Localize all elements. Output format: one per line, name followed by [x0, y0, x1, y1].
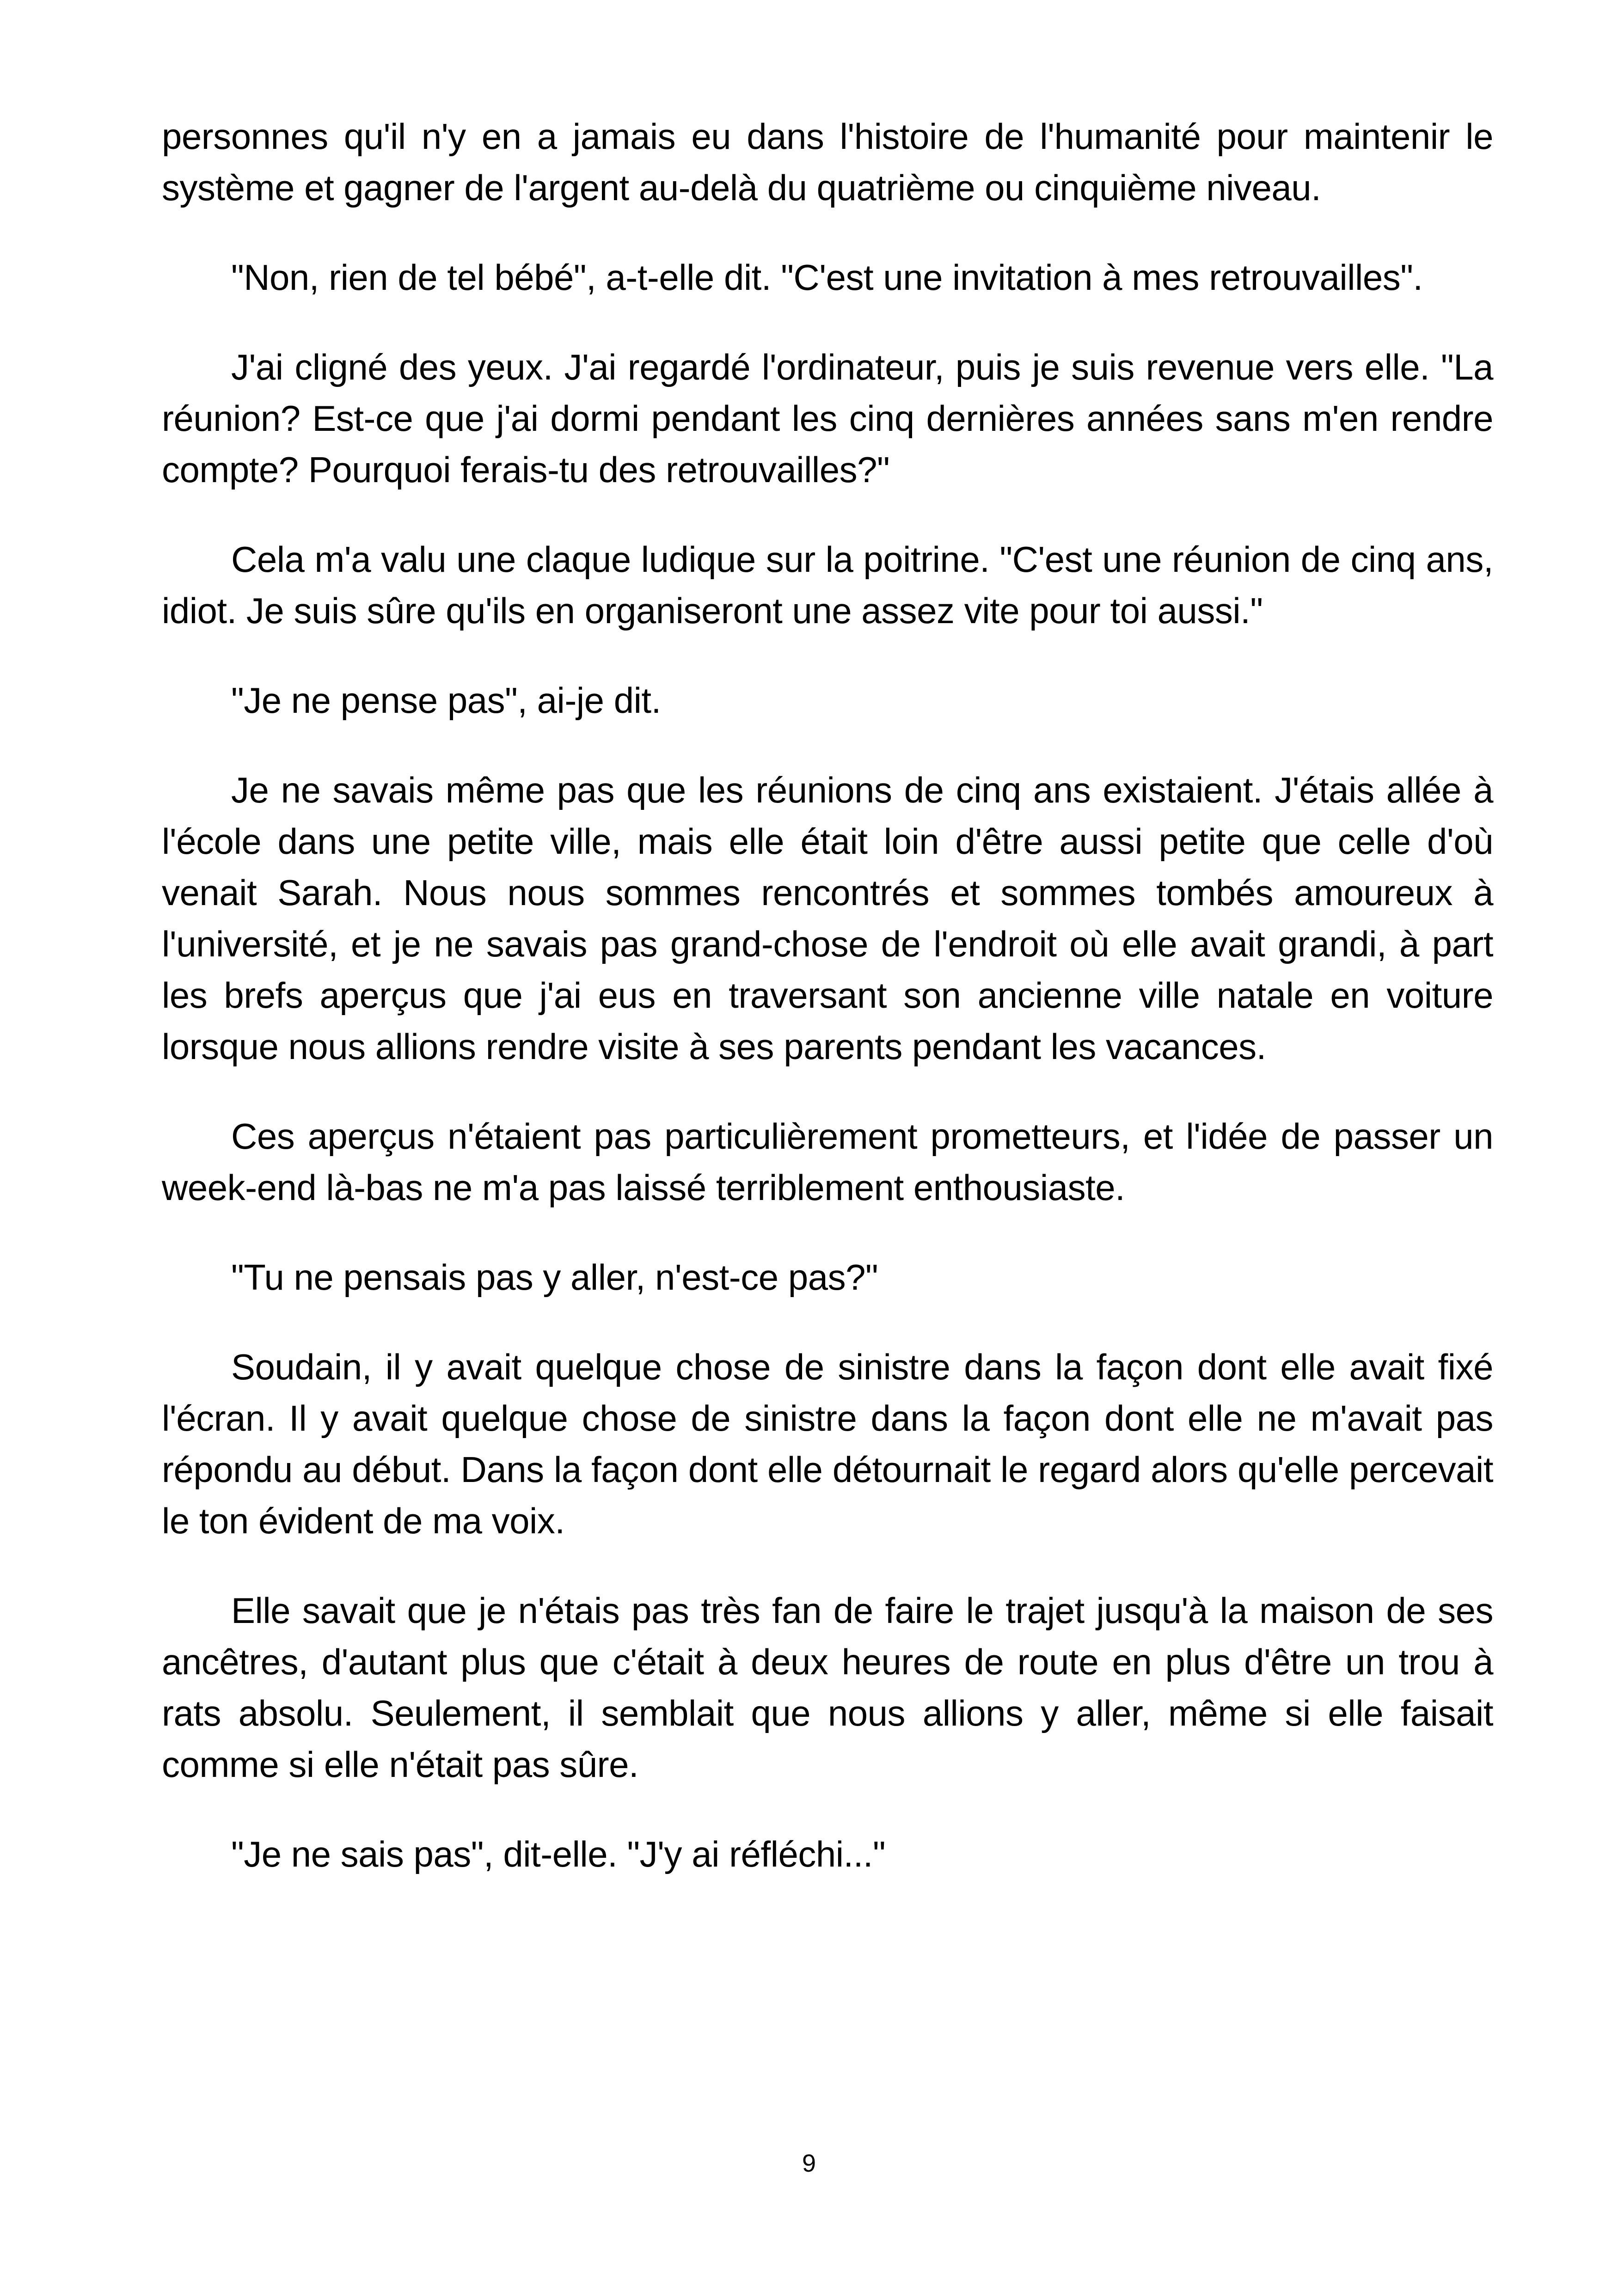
paragraph: "Non, rien de tel bébé", a-t-elle dit. "C'est une invitation à mes retrouvailles". [231, 257, 1423, 298]
page-number: 9 [802, 2149, 816, 2177]
body-text [162, 111, 1493, 1918]
paragraph: Soudain, il y avait quelque chose de sinistre dans la façon dont elle avait fixé l'écran. Il y avait quelque chose de sinistre dans la façon dont elle ne m'avait pas répondu au début. Dans la façon dont elle détournait le regard alors qu'elle percevait le ton évident de ma voix. [162, 1347, 1493, 1541]
paragraph: "Je ne pense pas", ai-je dit. [231, 680, 661, 721]
paragraph: Je ne savais même pas que les réunions de cinq ans existaient. J'étais allée à l'école dans une petite ville, mais elle était loin d'être aussi petite que celle d'où venait Sarah. Nous nous sommes rencontrés et sommes tombés amoureux à l'université, et je ne savais pas grand-chose de l'endroit où elle avait grandi, à part les brefs aperçus que j'ai eus en traversant son ancienne ville natale en voiture lorsque nous allions rendre visite à ses parents pendant les vacances. [162, 770, 1493, 1067]
paragraph: "Tu ne pensais pas y aller, n'est-ce pas?" [231, 1257, 878, 1298]
paragraph: "Je ne sais pas", dit-elle. "J'y ai réfléchi..." [231, 1834, 886, 1874]
paragraph: Elle savait que je n'étais pas très fan de faire le trajet jusqu'à la maison de ses ancêtres, d'autant plus que c'était à deux heures de route en plus d'être un trou à rats absolu. Seulement, il semblait que nous allions y aller, même si elle faisait comme si elle n'était pas sûre. [162, 1590, 1493, 1785]
paragraph: Cela m'a valu une claque ludique sur la poitrine. "C'est une réunion de cinq ans, idiot. Je suis sûre qu'ils en organiseront une assez vite pour toi aussi." [162, 539, 1493, 631]
paragraph: personnes qu'il n'y en a jamais eu dans l'histoire de l'humanité pour maintenir le système et gagner de l'argent au-delà du quatrième ou cinquième niveau. [162, 116, 1493, 208]
paragraph: J'ai cligné des yeux. J'ai regardé l'ordinateur, puis je suis revenue vers elle. "La réunion? Est-ce que j'ai dormi pendant les cinq dernières années sans m'en rendre compte? Pourquoi ferais-tu des retrouvailles?" [162, 347, 1493, 490]
paragraph: Ces aperçus n'étaient pas particulièrement prometteurs, et l'idée de passer un week-end là-bas ne m'a pas laissé terriblement enthousiaste. [162, 1116, 1493, 1208]
